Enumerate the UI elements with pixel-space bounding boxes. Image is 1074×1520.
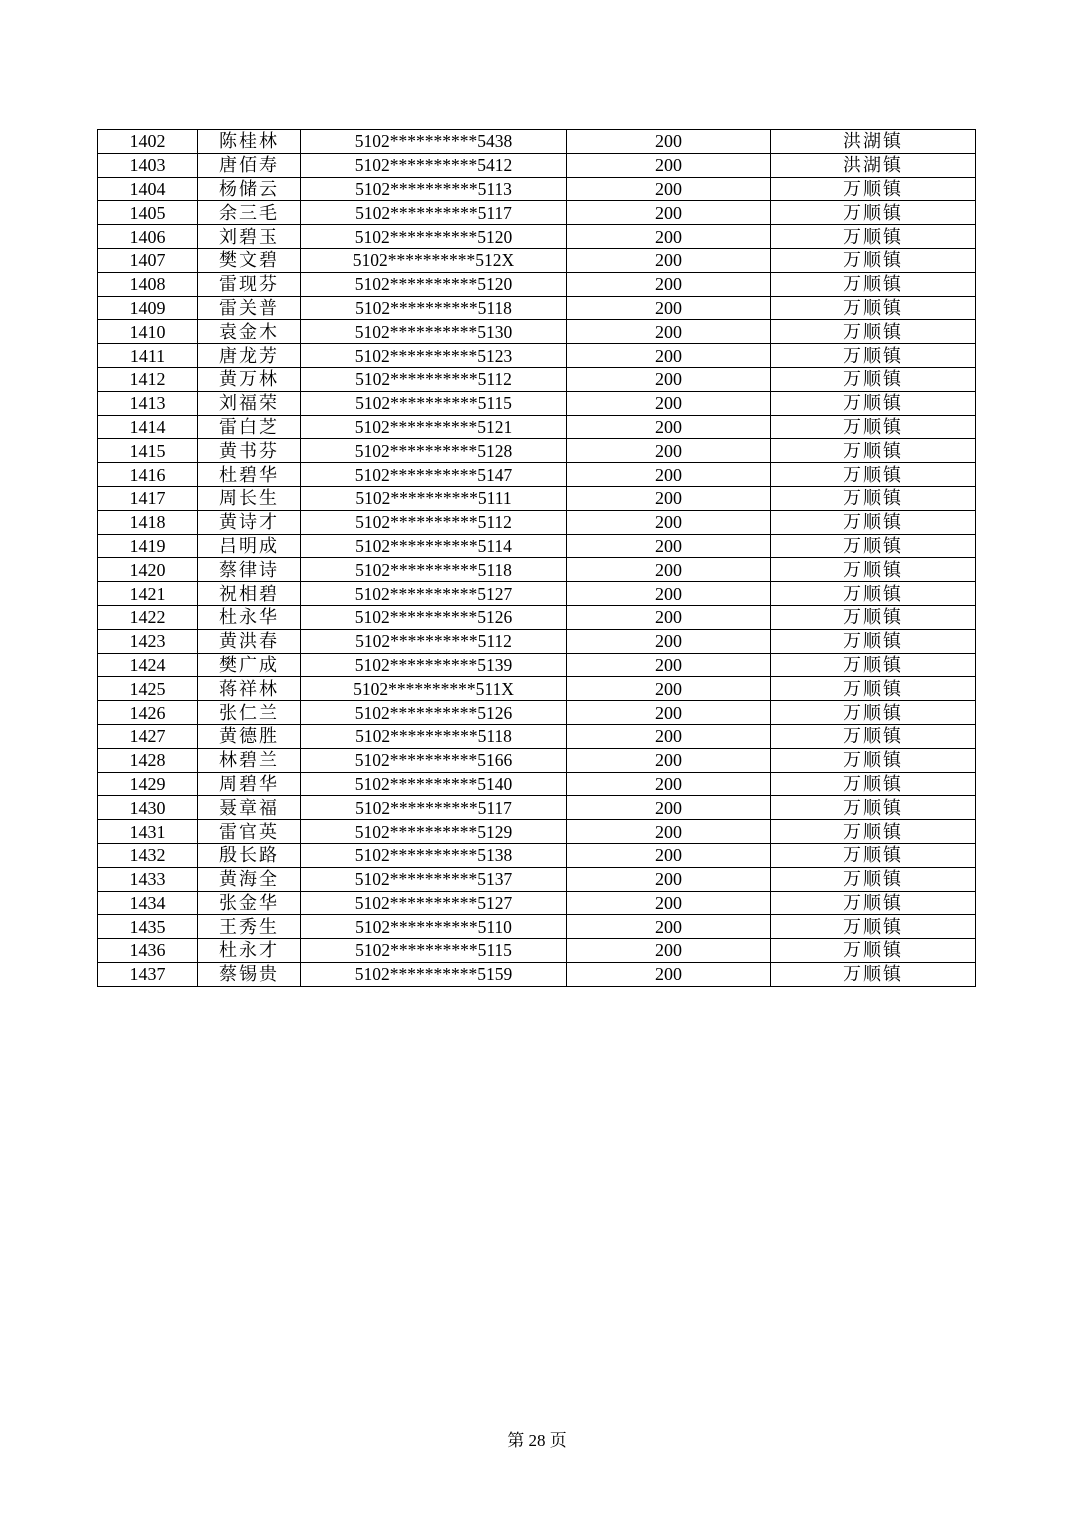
- id-number-cell: 5102**********5115: [301, 391, 567, 415]
- id-number-cell: 5102**********5110: [301, 915, 567, 939]
- name-cell: 吕明成: [198, 534, 301, 558]
- amount-cell: 200: [567, 320, 771, 344]
- amount-cell: 200: [567, 724, 771, 748]
- town-cell: 万顺镇: [771, 344, 976, 368]
- amount-cell: 200: [567, 629, 771, 653]
- name-cell: 周碧华: [198, 772, 301, 796]
- table-row: [98, 701, 976, 725]
- name-cell: 雷现芬: [198, 272, 301, 296]
- id-number-cell: 5102**********5121: [301, 415, 567, 439]
- table-row: [98, 629, 976, 653]
- row-number-cell: 1411: [98, 344, 198, 368]
- amount-cell: 200: [567, 796, 771, 820]
- id-number-cell: 5102**********5127: [301, 582, 567, 606]
- page-number: 第 28 页: [507, 1431, 567, 1450]
- town-cell: 万顺镇: [771, 463, 976, 487]
- row-number-cell: 1414: [98, 415, 198, 439]
- name-cell: 刘碧玉: [198, 225, 301, 249]
- amount-cell: 200: [567, 248, 771, 272]
- table-row: [98, 653, 976, 677]
- name-cell: 樊文碧: [198, 248, 301, 272]
- subsidy-table: [97, 129, 976, 987]
- table-row: [98, 201, 976, 225]
- amount-cell: 200: [567, 748, 771, 772]
- town-cell: 万顺镇: [771, 962, 976, 986]
- town-cell: 万顺镇: [771, 653, 976, 677]
- town-cell: 万顺镇: [771, 248, 976, 272]
- amount-cell: 200: [567, 177, 771, 201]
- amount-cell: 200: [567, 534, 771, 558]
- row-number-cell: 1431: [98, 820, 198, 844]
- table-row: [98, 367, 976, 391]
- name-cell: 张仁兰: [198, 701, 301, 725]
- name-cell: 蒋祥林: [198, 677, 301, 701]
- table-row: [98, 177, 976, 201]
- id-number-cell: 5102**********5126: [301, 701, 567, 725]
- id-number-cell: 5102**********5127: [301, 891, 567, 915]
- name-cell: 林碧兰: [198, 748, 301, 772]
- amount-cell: 200: [567, 415, 771, 439]
- row-number-cell: 1430: [98, 796, 198, 820]
- id-number-cell: 5102**********5138: [301, 843, 567, 867]
- town-cell: 万顺镇: [771, 486, 976, 510]
- town-cell: 万顺镇: [771, 820, 976, 844]
- id-number-cell: 5102**********5120: [301, 225, 567, 249]
- town-cell: 万顺镇: [771, 510, 976, 534]
- id-number-cell: 5102**********5112: [301, 629, 567, 653]
- table-row: [98, 582, 976, 606]
- amount-cell: 200: [567, 820, 771, 844]
- amount-cell: 200: [567, 130, 771, 154]
- row-number-cell: 1419: [98, 534, 198, 558]
- name-cell: 黄德胜: [198, 724, 301, 748]
- table-row: [98, 486, 976, 510]
- row-number-cell: 1435: [98, 915, 198, 939]
- table-row: [98, 130, 976, 154]
- amount-cell: 200: [567, 891, 771, 915]
- row-number-cell: 1424: [98, 653, 198, 677]
- id-number-cell: 5102**********5113: [301, 177, 567, 201]
- table-row: [98, 820, 976, 844]
- town-cell: 万顺镇: [771, 582, 976, 606]
- row-number-cell: 1427: [98, 724, 198, 748]
- town-cell: 万顺镇: [771, 748, 976, 772]
- table-row: [98, 296, 976, 320]
- id-number-cell: 5102**********5412: [301, 153, 567, 177]
- amount-cell: 200: [567, 463, 771, 487]
- table-row: [98, 962, 976, 986]
- table-row: [98, 772, 976, 796]
- table-row: [98, 748, 976, 772]
- table-row: [98, 867, 976, 891]
- name-cell: 袁金木: [198, 320, 301, 344]
- town-cell: 万顺镇: [771, 225, 976, 249]
- id-number-cell: 5102**********5159: [301, 962, 567, 986]
- row-number-cell: 1437: [98, 962, 198, 986]
- row-number-cell: 1416: [98, 463, 198, 487]
- row-number-cell: 1423: [98, 629, 198, 653]
- amount-cell: 200: [567, 153, 771, 177]
- row-number-cell: 1418: [98, 510, 198, 534]
- amount-cell: 200: [567, 582, 771, 606]
- amount-cell: 200: [567, 510, 771, 534]
- town-cell: 万顺镇: [771, 724, 976, 748]
- id-number-cell: 5102**********5111: [301, 486, 567, 510]
- table-row: [98, 724, 976, 748]
- amount-cell: 200: [567, 558, 771, 582]
- table-row: [98, 915, 976, 939]
- name-cell: 余三毛: [198, 201, 301, 225]
- row-number-cell: 1436: [98, 939, 198, 963]
- table-row: [98, 415, 976, 439]
- id-number-cell: 5102**********5123: [301, 344, 567, 368]
- row-number-cell: 1413: [98, 391, 198, 415]
- row-number-cell: 1403: [98, 153, 198, 177]
- town-cell: 万顺镇: [771, 939, 976, 963]
- amount-cell: 200: [567, 843, 771, 867]
- name-cell: 樊广成: [198, 653, 301, 677]
- id-number-cell: 5102**********5129: [301, 820, 567, 844]
- town-cell: 万顺镇: [771, 534, 976, 558]
- id-number-cell: 5102**********5117: [301, 796, 567, 820]
- table-row: [98, 534, 976, 558]
- row-number-cell: 1410: [98, 320, 198, 344]
- name-cell: 雷关普: [198, 296, 301, 320]
- amount-cell: 200: [567, 486, 771, 510]
- name-cell: 陈桂林: [198, 130, 301, 154]
- table-row: [98, 558, 976, 582]
- amount-cell: 200: [567, 225, 771, 249]
- row-number-cell: 1428: [98, 748, 198, 772]
- id-number-cell: 5102**********5147: [301, 463, 567, 487]
- table-row: [98, 677, 976, 701]
- name-cell: 黄万林: [198, 367, 301, 391]
- table-row: [98, 248, 976, 272]
- town-cell: 万顺镇: [771, 558, 976, 582]
- id-number-cell: 5102**********5118: [301, 724, 567, 748]
- row-number-cell: 1420: [98, 558, 198, 582]
- name-cell: 黄洪春: [198, 629, 301, 653]
- row-number-cell: 1415: [98, 439, 198, 463]
- id-number-cell: 5102**********5115: [301, 939, 567, 963]
- amount-cell: 200: [567, 653, 771, 677]
- amount-cell: 200: [567, 391, 771, 415]
- row-number-cell: 1405: [98, 201, 198, 225]
- name-cell: 黄诗才: [198, 510, 301, 534]
- id-number-cell: 5102**********5128: [301, 439, 567, 463]
- name-cell: 蔡锡贵: [198, 962, 301, 986]
- name-cell: 祝相碧: [198, 582, 301, 606]
- table-body: [98, 130, 976, 987]
- name-cell: 刘福荣: [198, 391, 301, 415]
- town-cell: 万顺镇: [771, 677, 976, 701]
- name-cell: 杨储云: [198, 177, 301, 201]
- id-number-cell: 5102**********5140: [301, 772, 567, 796]
- row-number-cell: 1425: [98, 677, 198, 701]
- name-cell: 黄海全: [198, 867, 301, 891]
- row-number-cell: 1417: [98, 486, 198, 510]
- town-cell: 洪湖镇: [771, 130, 976, 154]
- id-number-cell: 5102**********5117: [301, 201, 567, 225]
- table-row: [98, 939, 976, 963]
- table-row: [98, 463, 976, 487]
- town-cell: 万顺镇: [771, 415, 976, 439]
- name-cell: 唐佰寿: [198, 153, 301, 177]
- town-cell: 万顺镇: [771, 772, 976, 796]
- name-cell: 唐龙芳: [198, 344, 301, 368]
- name-cell: 殷长路: [198, 843, 301, 867]
- table-row: [98, 439, 976, 463]
- table-row: [98, 843, 976, 867]
- table-row: [98, 891, 976, 915]
- row-number-cell: 1406: [98, 225, 198, 249]
- row-number-cell: 1407: [98, 248, 198, 272]
- town-cell: 洪湖镇: [771, 153, 976, 177]
- row-number-cell: 1432: [98, 843, 198, 867]
- id-number-cell: 5102**********5139: [301, 653, 567, 677]
- amount-cell: 200: [567, 201, 771, 225]
- table-row: [98, 605, 976, 629]
- town-cell: 万顺镇: [771, 605, 976, 629]
- row-number-cell: 1426: [98, 701, 198, 725]
- row-number-cell: 1402: [98, 130, 198, 154]
- row-number-cell: 1434: [98, 891, 198, 915]
- id-number-cell: 5102**********5112: [301, 367, 567, 391]
- name-cell: 周长生: [198, 486, 301, 510]
- town-cell: 万顺镇: [771, 915, 976, 939]
- amount-cell: 200: [567, 344, 771, 368]
- row-number-cell: 1429: [98, 772, 198, 796]
- name-cell: 杜永华: [198, 605, 301, 629]
- table-row: [98, 344, 976, 368]
- amount-cell: 200: [567, 367, 771, 391]
- table-row: [98, 272, 976, 296]
- id-number-cell: 5102**********5120: [301, 272, 567, 296]
- town-cell: 万顺镇: [771, 367, 976, 391]
- town-cell: 万顺镇: [771, 439, 976, 463]
- row-number-cell: 1409: [98, 296, 198, 320]
- id-number-cell: 5102**********5126: [301, 605, 567, 629]
- row-number-cell: 1422: [98, 605, 198, 629]
- name-cell: 杜永才: [198, 939, 301, 963]
- town-cell: 万顺镇: [771, 629, 976, 653]
- town-cell: 万顺镇: [771, 843, 976, 867]
- id-number-cell: 5102**********5118: [301, 558, 567, 582]
- name-cell: 张金华: [198, 891, 301, 915]
- amount-cell: 200: [567, 939, 771, 963]
- town-cell: 万顺镇: [771, 867, 976, 891]
- amount-cell: 200: [567, 962, 771, 986]
- id-number-cell: 5102**********511X: [301, 677, 567, 701]
- row-number-cell: 1433: [98, 867, 198, 891]
- row-number-cell: 1421: [98, 582, 198, 606]
- town-cell: 万顺镇: [771, 272, 976, 296]
- amount-cell: 200: [567, 701, 771, 725]
- amount-cell: 200: [567, 772, 771, 796]
- amount-cell: 200: [567, 439, 771, 463]
- amount-cell: 200: [567, 677, 771, 701]
- row-number-cell: 1408: [98, 272, 198, 296]
- table-row: [98, 153, 976, 177]
- town-cell: 万顺镇: [771, 296, 976, 320]
- amount-cell: 200: [567, 272, 771, 296]
- amount-cell: 200: [567, 296, 771, 320]
- id-number-cell: 5102**********5130: [301, 320, 567, 344]
- name-cell: 雷白芝: [198, 415, 301, 439]
- amount-cell: 200: [567, 867, 771, 891]
- town-cell: 万顺镇: [771, 201, 976, 225]
- table-row: [98, 391, 976, 415]
- name-cell: 黄书芬: [198, 439, 301, 463]
- id-number-cell: 5102**********5118: [301, 296, 567, 320]
- name-cell: 聂章福: [198, 796, 301, 820]
- table-row: [98, 225, 976, 249]
- row-number-cell: 1412: [98, 367, 198, 391]
- id-number-cell: 5102**********512X: [301, 248, 567, 272]
- table-row: [98, 510, 976, 534]
- town-cell: 万顺镇: [771, 891, 976, 915]
- amount-cell: 200: [567, 915, 771, 939]
- town-cell: 万顺镇: [771, 796, 976, 820]
- id-number-cell: 5102**********5438: [301, 130, 567, 154]
- town-cell: 万顺镇: [771, 701, 976, 725]
- town-cell: 万顺镇: [771, 320, 976, 344]
- id-number-cell: 5102**********5114: [301, 534, 567, 558]
- town-cell: 万顺镇: [771, 177, 976, 201]
- town-cell: 万顺镇: [771, 391, 976, 415]
- id-number-cell: 5102**********5137: [301, 867, 567, 891]
- row-number-cell: 1404: [98, 177, 198, 201]
- name-cell: 王秀生: [198, 915, 301, 939]
- name-cell: 杜碧华: [198, 463, 301, 487]
- name-cell: 蔡律诗: [198, 558, 301, 582]
- name-cell: 雷官英: [198, 820, 301, 844]
- amount-cell: 200: [567, 605, 771, 629]
- table-row: [98, 320, 976, 344]
- id-number-cell: 5102**********5166: [301, 748, 567, 772]
- table-row: [98, 796, 976, 820]
- id-number-cell: 5102**********5112: [301, 510, 567, 534]
